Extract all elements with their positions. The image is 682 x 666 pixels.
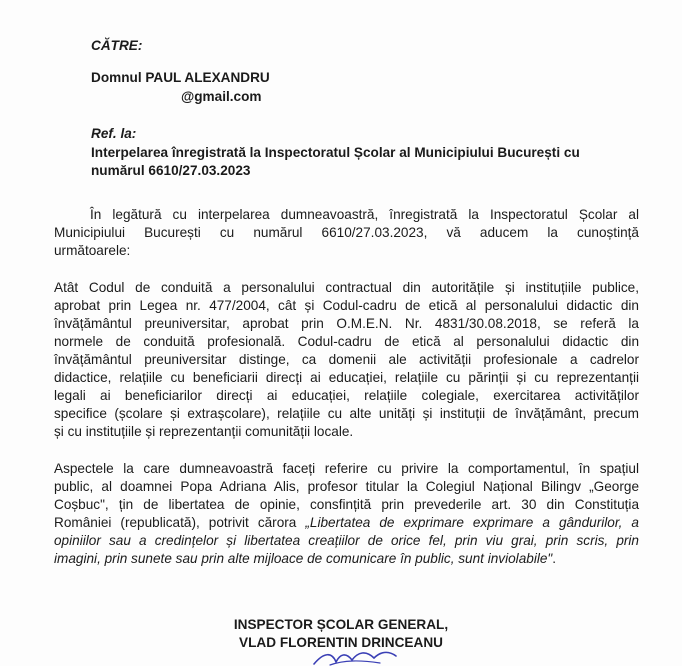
recipient-name: Domnul PAUL ALEXANDRU xyxy=(91,70,270,85)
quote-text: „Libertatea de exprimare exprimare a gândurilor, a xyxy=(305,515,639,530)
paragraph-line: Atât Codul de conduită a personalului contractual din autoritățile și instituțiile publice, xyxy=(54,280,639,295)
paragraph-line: învățământul preuniversitar, aprobat prin O.M.E.N. Nr. 4831/30.08.2018, se referă la xyxy=(54,316,639,331)
body-paragraph-1 xyxy=(54,279,639,441)
intro-line: următoarele: xyxy=(54,243,131,258)
paragraph-line: învățământul preuniversitar distinge, ca domenii ale activității profesionale a cadrelor xyxy=(54,352,639,367)
reference-line-2: numărul 6610/27.03.2023 xyxy=(91,163,251,178)
intro-line: În legătură cu interpelarea dumneavoastră, înregistrată la Inspectoratul Școlar al xyxy=(90,207,639,222)
paragraph-text: . xyxy=(552,551,557,566)
paragraph-line: aprobat prin Legea nr. 477/2004, cât și Codul-cadru de etică al personalului didactic din xyxy=(54,298,639,313)
quote-text: imagini, prin sunete sau prin alte mijloace de comunicare în public, sunt inviolabile" xyxy=(54,551,553,566)
paragraph-line: Aspectele la care dumneavoastră faceți referire cu privire la comportamentul, în spațiul xyxy=(54,461,639,476)
intro-paragraph xyxy=(54,206,639,260)
paragraph-text: României (republicată), potrivit cărora xyxy=(54,515,306,530)
to-label: CĂTRE: xyxy=(91,38,143,53)
paragraph-line: normele de conduită profesională. Codul-cadru de etică al personalului didactic din xyxy=(54,334,639,349)
paragraph-line: Coșbuc", țin de libertatea de opinie, consfințită prin prevederile art. 30 din Constituția xyxy=(54,497,639,512)
paragraph-line: public, al doamnei Popa Adriana Alis, profesor titular la Colegiul Național Bilingv „George xyxy=(54,479,639,494)
paragraph-line: legali ai beneficiarilor direcți ai educației, relațiile colegiale, exercitarea activităților xyxy=(54,388,639,403)
reference-line-1: Interpelarea înregistrată la Inspectoratul Școlar al Municipiului București cu xyxy=(91,145,580,160)
reference-subject xyxy=(91,144,641,180)
body-paragraph-2 xyxy=(54,460,639,568)
paragraph-line xyxy=(54,514,639,532)
paragraph-line: didactice, relațiile cu beneficiarii direcți ai educației, relațiile cu părinții și cu reprezentanții xyxy=(54,370,639,385)
recipient-email: @gmail.com xyxy=(181,89,262,104)
reference-label: Ref. la: xyxy=(91,126,137,141)
signature-title: INSPECTOR ȘCOLAR GENERAL, xyxy=(233,617,449,632)
paragraph-line xyxy=(54,550,639,568)
paragraph-line: specifice (școlare și extrașcolare), relațiile cu alte unități și instituții de învățământ, precum xyxy=(54,406,639,421)
signature-name: VLAD FLORENTIN DRINCEANU xyxy=(239,635,443,650)
intro-line: Municipiului București cu numărul 6610/27.03.2023, vă aducem la cunoștință xyxy=(54,225,639,240)
quote-line: opiniilor sau a credințelor și libertatea creațiilor de orice fel, prin viu grai, prin scris, prin xyxy=(54,533,639,548)
handwritten-signature xyxy=(310,648,400,666)
paragraph-line: și cu instituțiile și reprezentanții comunității locale. xyxy=(54,424,354,439)
